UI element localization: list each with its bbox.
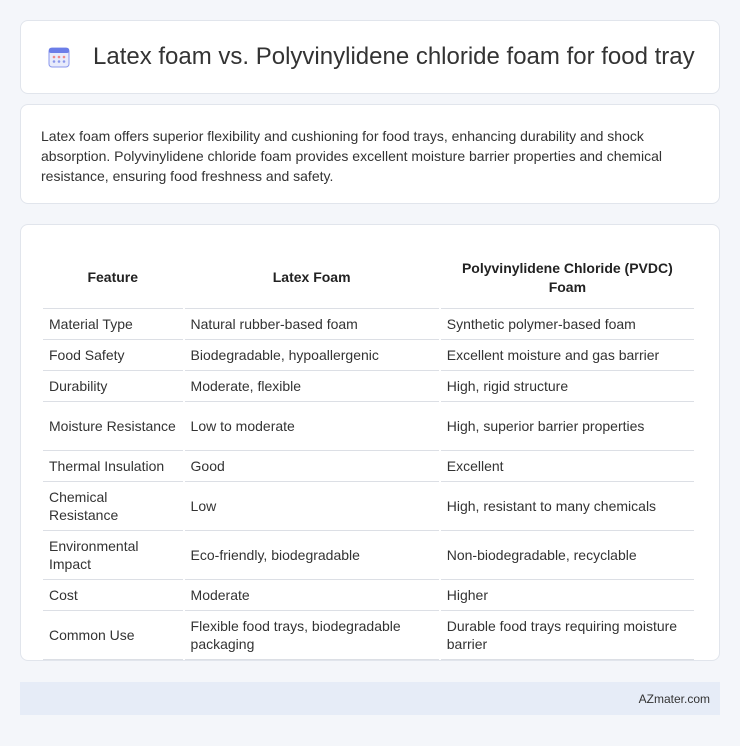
table-row bbox=[43, 340, 694, 371]
calendar-icon bbox=[47, 45, 71, 69]
table-row bbox=[43, 402, 694, 451]
table-row bbox=[43, 611, 694, 660]
table-row bbox=[43, 531, 694, 580]
table-row bbox=[43, 580, 694, 611]
summary-card bbox=[20, 104, 720, 204]
pvdc-cell: High, rigid structure bbox=[441, 371, 694, 402]
footer bbox=[20, 682, 720, 715]
header-feature: Feature bbox=[43, 245, 183, 309]
latex-cell: Moderate bbox=[185, 580, 439, 611]
feature-cell: Environmental Impact bbox=[43, 531, 183, 580]
latex-cell: Biodegradable, hypoallergenic bbox=[185, 340, 439, 371]
pvdc-cell: Synthetic polymer-based foam bbox=[441, 309, 694, 340]
feature-cell: Moisture Resistance bbox=[43, 402, 183, 451]
table-header-row bbox=[43, 245, 694, 309]
footer-brand: AZmater.com bbox=[638, 691, 710, 706]
pvdc-cell: Excellent moisture and gas barrier bbox=[441, 340, 694, 371]
title-card bbox=[20, 20, 720, 94]
latex-cell: Moderate, flexible bbox=[185, 371, 439, 402]
feature-cell: Material Type bbox=[43, 309, 183, 340]
table-row bbox=[43, 451, 694, 482]
pvdc-cell: High, superior barrier properties bbox=[441, 402, 694, 451]
comparison-table-card bbox=[20, 224, 720, 661]
comparison-table bbox=[41, 245, 696, 660]
pvdc-cell: Non-biodegradable, recyclable bbox=[441, 531, 694, 580]
feature-cell: Durability bbox=[43, 371, 183, 402]
table-row bbox=[43, 482, 694, 531]
feature-cell: Cost bbox=[43, 580, 183, 611]
table-row bbox=[43, 371, 694, 402]
pvdc-cell: Higher bbox=[441, 580, 694, 611]
header-latex-foam: Latex Foam bbox=[185, 245, 439, 309]
latex-cell: Natural rubber-based foam bbox=[185, 309, 439, 340]
feature-cell: Thermal Insulation bbox=[43, 451, 183, 482]
header-pvdc-foam: Polyvinylidene Chloride (PVDC) Foam bbox=[441, 245, 694, 309]
latex-cell: Flexible food trays, biodegradable packaging bbox=[185, 611, 439, 660]
pvdc-cell: Durable food trays requiring moisture barrier bbox=[441, 611, 694, 660]
summary-text: Latex foam offers superior flexibility and cushioning for food trays, enhancing durability and shock absorption. Polyvinylidene chloride foam provides excellent moisture barrier properties and chemical resistance, ensuring food freshness and safety. bbox=[41, 128, 662, 184]
feature-cell: Common Use bbox=[43, 611, 183, 660]
page-title: Latex foam vs. Polyvinylidene chloride foam for food tray bbox=[93, 43, 695, 70]
pvdc-cell: Excellent bbox=[441, 451, 694, 482]
feature-cell: Chemical Resistance bbox=[43, 482, 183, 531]
table-row bbox=[43, 309, 694, 340]
latex-cell: Low to moderate bbox=[185, 402, 439, 451]
feature-cell: Food Safety bbox=[43, 340, 183, 371]
pvdc-cell: High, resistant to many chemicals bbox=[441, 482, 694, 531]
latex-cell: Low bbox=[185, 482, 439, 531]
latex-cell: Good bbox=[185, 451, 439, 482]
latex-cell: Eco-friendly, biodegradable bbox=[185, 531, 439, 580]
